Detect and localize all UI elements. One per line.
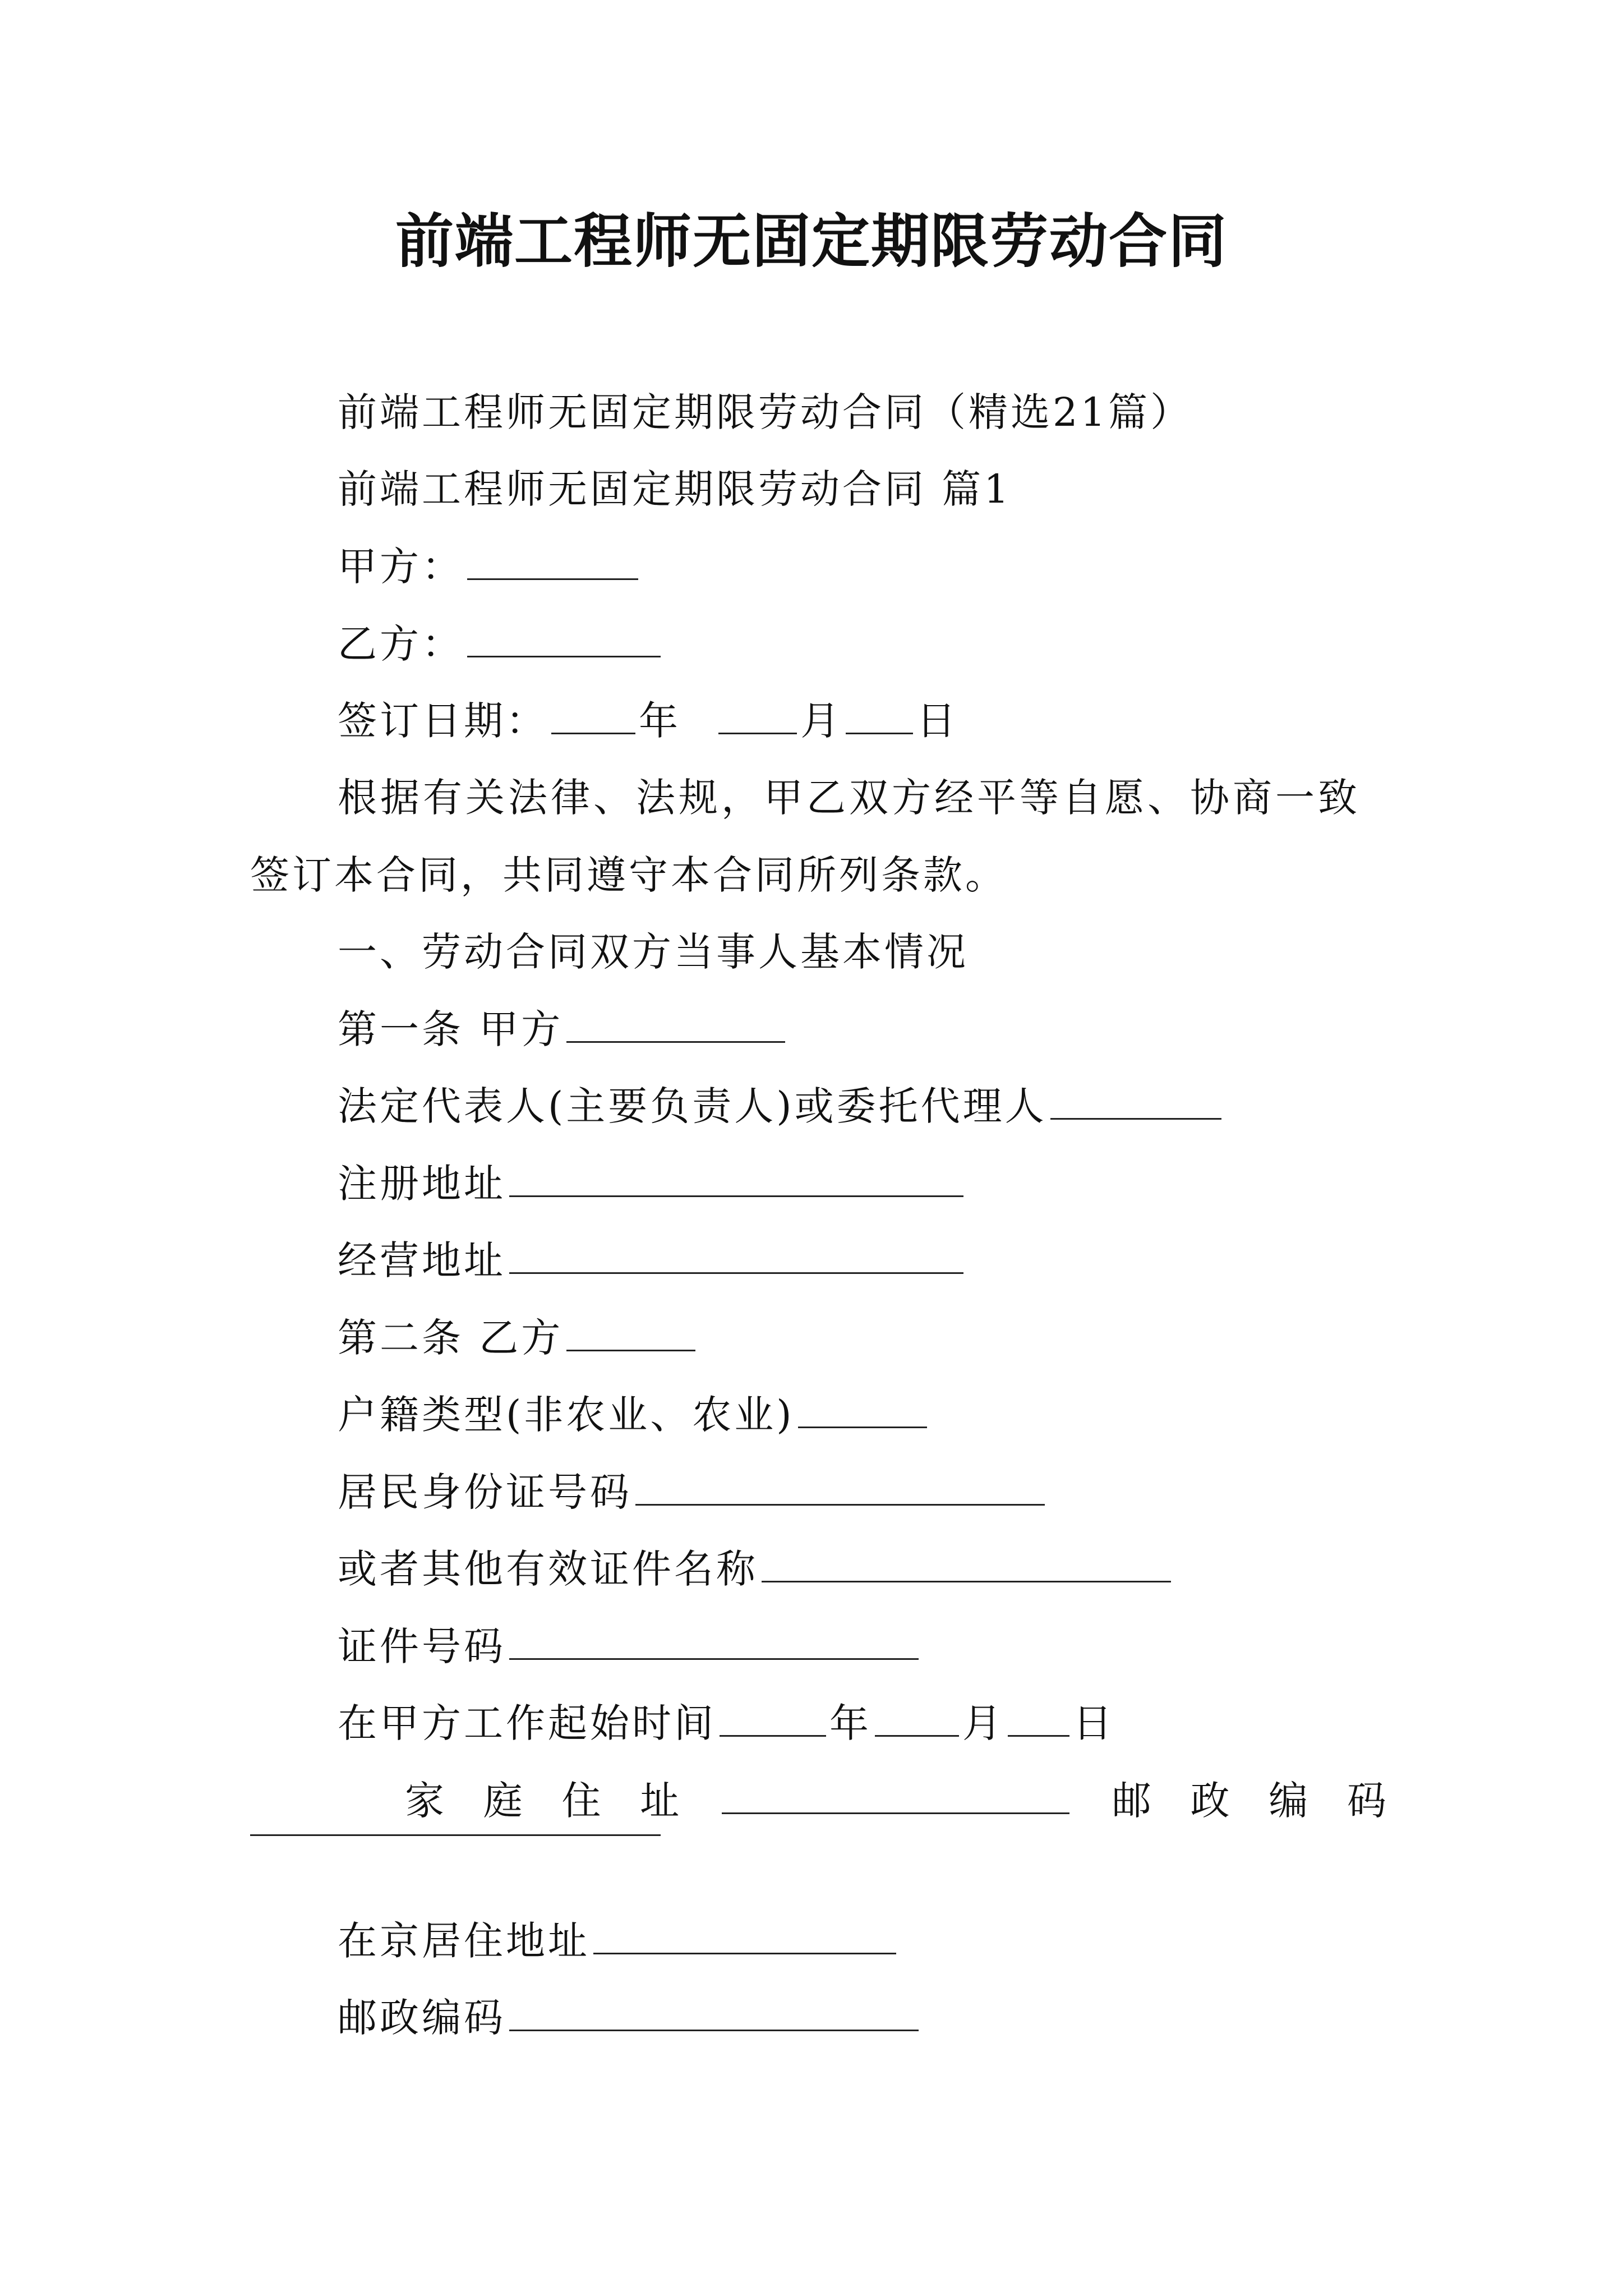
reg-address-line bbox=[338, 1153, 967, 1214]
start-month-label: 月 bbox=[962, 1700, 1004, 1746]
home-address-char-4: 址 bbox=[640, 1778, 680, 1824]
party-b-blank bbox=[467, 621, 661, 657]
home-address-char-2: 庭 bbox=[483, 1778, 523, 1824]
household-type-label: 户籍类型(非农业、农业) bbox=[338, 1392, 795, 1438]
beijing-address-blank bbox=[593, 1918, 896, 1954]
home-address-char-3: 住 bbox=[561, 1778, 601, 1824]
intro-line-2: 签订本合同，共同遵守本合同所列条款。 bbox=[250, 852, 1007, 898]
biz-address-line bbox=[338, 1230, 967, 1291]
article-one-blank bbox=[566, 1006, 785, 1043]
start-time-label: 在甲方工作起始时间 bbox=[338, 1700, 716, 1746]
party-a-line bbox=[338, 536, 642, 597]
start-day-blank bbox=[1008, 1700, 1069, 1737]
reg-address-blank bbox=[509, 1161, 963, 1197]
biz-address-blank bbox=[509, 1237, 963, 1274]
postcode-label: 邮政编码 bbox=[338, 1995, 506, 2041]
other-id-label: 或者其他有效证件名称 bbox=[338, 1546, 758, 1592]
household-type-blank bbox=[798, 1392, 927, 1428]
start-day-label: 日 bbox=[1073, 1700, 1115, 1746]
postcode-char-1: 邮 bbox=[1112, 1778, 1151, 1824]
start-time-line bbox=[338, 1692, 1115, 1754]
beijing-address-label: 在京居住地址 bbox=[338, 1918, 590, 1964]
id-number-label: 居民身份证号码 bbox=[338, 1469, 632, 1515]
legal-rep-line bbox=[338, 1075, 1225, 1137]
article-two-label: 第二条 乙方 bbox=[338, 1315, 564, 1361]
sign-month-blank bbox=[718, 698, 797, 734]
postcode-continuation-blank bbox=[250, 1834, 661, 1836]
cert-number-blank bbox=[509, 1623, 919, 1660]
document-subtitle: 前端工程师无固定期限劳动合同（精选21篇） bbox=[338, 389, 1193, 435]
other-id-line bbox=[338, 1538, 1174, 1600]
part-one-heading: 一、劳动合同双方当事人基本情况 bbox=[338, 929, 969, 975]
beijing-address-line bbox=[338, 1910, 900, 1972]
id-number-line bbox=[338, 1461, 1048, 1523]
legal-rep-blank bbox=[1050, 1083, 1221, 1120]
document-title: 前端工程师无固定期限劳动合同 bbox=[395, 206, 1228, 275]
postcode-char-2: 政 bbox=[1190, 1778, 1230, 1824]
sign-year-blank bbox=[551, 698, 635, 734]
household-type-line bbox=[338, 1384, 930, 1446]
article-two-blank bbox=[566, 1315, 695, 1351]
intro-line-1: 根据有关法律、法规，甲乙双方经平等自愿、协商一致 bbox=[338, 775, 1361, 821]
article-one-label: 第一条 甲方 bbox=[338, 1006, 564, 1052]
section-heading: 前端工程师无固定期限劳动合同 篇1 bbox=[338, 466, 1012, 512]
postcode-blank bbox=[509, 1995, 919, 2031]
other-id-blank bbox=[762, 1546, 1171, 1582]
sign-year-label: 年 bbox=[639, 698, 681, 744]
legal-rep-label: 法定代表人(主要负责人)或委托代理人 bbox=[338, 1083, 1047, 1129]
party-a-label: 甲方： bbox=[338, 544, 464, 590]
sign-day-label: 日 bbox=[916, 698, 959, 744]
article-one-line bbox=[338, 999, 789, 1060]
biz-address-label: 经营地址 bbox=[338, 1237, 506, 1283]
start-month-blank bbox=[875, 1700, 959, 1737]
sign-date-line bbox=[338, 690, 958, 752]
article-two-line bbox=[338, 1307, 699, 1369]
sign-day-blank bbox=[846, 698, 913, 734]
home-address-char-1: 家 bbox=[405, 1778, 444, 1824]
party-a-blank bbox=[467, 544, 638, 580]
start-year-blank bbox=[720, 1700, 826, 1737]
sign-date-label: 签订日期： bbox=[338, 698, 548, 744]
home-address-blank bbox=[722, 1778, 1069, 1814]
postcode-char-3: 编 bbox=[1269, 1778, 1308, 1824]
postcode-line bbox=[338, 1987, 922, 2049]
postcode-char-4: 码 bbox=[1347, 1778, 1386, 1824]
sign-month-label: 月 bbox=[800, 698, 843, 744]
party-b-line bbox=[338, 613, 664, 675]
cert-number-line bbox=[338, 1616, 922, 1677]
id-number-blank bbox=[635, 1469, 1045, 1506]
start-year-label: 年 bbox=[829, 1700, 872, 1746]
reg-address-label: 注册地址 bbox=[338, 1161, 506, 1207]
party-b-label: 乙方： bbox=[338, 621, 464, 667]
cert-number-label: 证件号码 bbox=[338, 1623, 506, 1669]
home-address-line bbox=[338, 1770, 1386, 1832]
